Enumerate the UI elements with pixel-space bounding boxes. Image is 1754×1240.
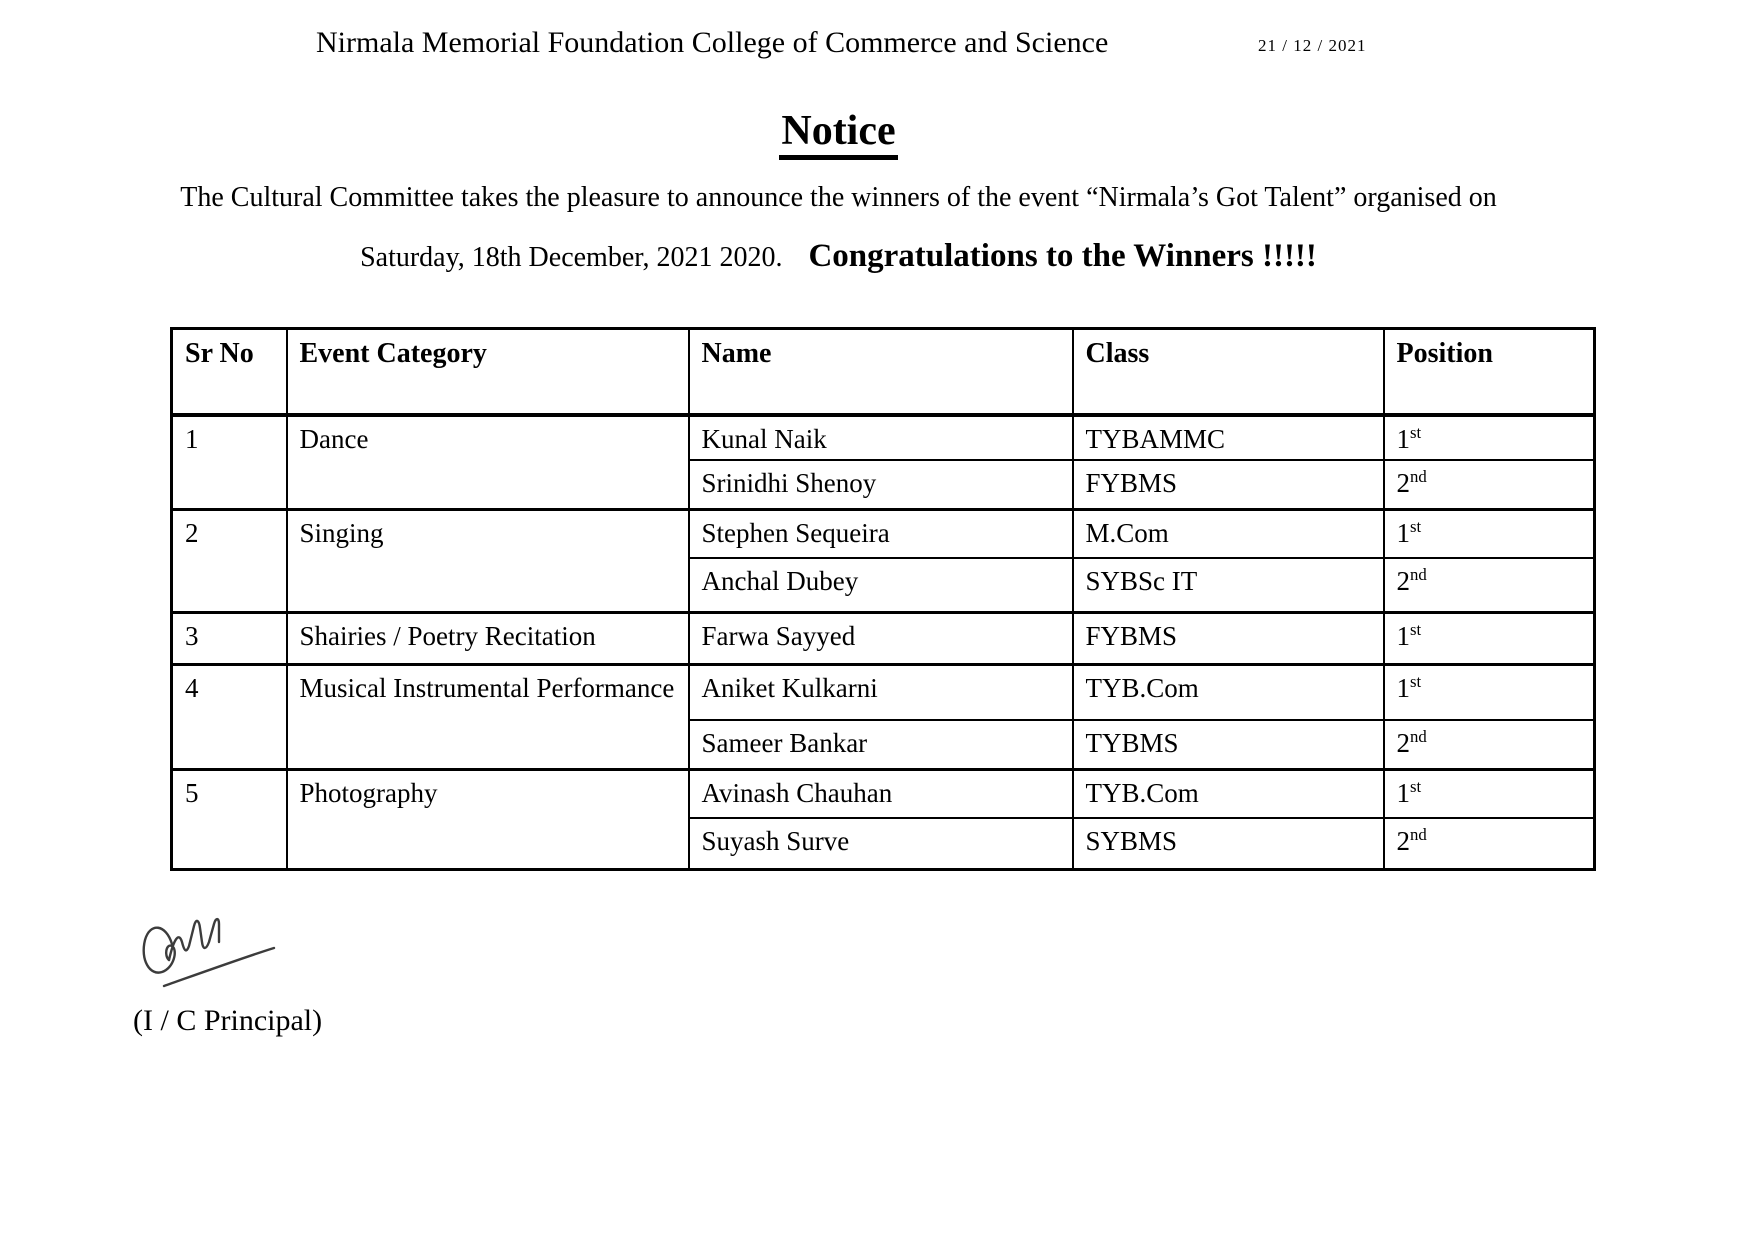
table-row xyxy=(172,770,1595,818)
position-ordinal: nd xyxy=(1410,726,1427,746)
announcement-paragraph xyxy=(0,178,1677,280)
event-category-cell: Shairies / Poetry Recitation xyxy=(287,613,689,665)
position-ordinal: nd xyxy=(1410,824,1427,844)
name-cell: Avinash Chauhan xyxy=(689,770,1073,818)
name-cell: Kunal Naik xyxy=(689,415,1073,460)
sr-no-cell: 5 xyxy=(172,770,287,870)
position-number: 2 xyxy=(1396,727,1410,758)
event-category-cell: Photography xyxy=(287,770,689,870)
position-number: 1 xyxy=(1396,621,1410,651)
class-cell: TYB.Com xyxy=(1073,770,1384,818)
class-cell: SYBSc IT xyxy=(1073,558,1384,613)
position-number: 2 xyxy=(1396,467,1410,498)
page-date: 21 / 12 / 2021 xyxy=(1258,36,1367,55)
table-row xyxy=(172,510,1595,558)
event-category-cell: Singing xyxy=(287,510,689,613)
position-cell xyxy=(1384,818,1595,870)
position-cell xyxy=(1384,558,1595,613)
name-cell: Aniket Kulkarni xyxy=(689,665,1073,720)
event-category-cell: Dance xyxy=(287,415,689,510)
name-cell: Anchal Dubey xyxy=(689,558,1073,613)
name-cell: Stephen Sequeira xyxy=(689,510,1073,558)
position-cell xyxy=(1384,415,1595,460)
position-ordinal: st xyxy=(1410,422,1422,442)
position-number: 1 xyxy=(1396,518,1410,548)
class-cell: M.Com xyxy=(1073,510,1384,558)
header-class: Class xyxy=(1073,329,1384,415)
position-cell xyxy=(1384,510,1595,558)
name-cell: Farwa Sayyed xyxy=(689,613,1073,665)
winners-table-wrap xyxy=(170,327,1596,871)
name-cell: Srinidhi Shenoy xyxy=(689,460,1073,510)
class-cell: FYBMS xyxy=(1073,613,1384,665)
congratulations-text: Congratulations to the Winners !!!!! xyxy=(808,238,1317,274)
announcement-line-2 xyxy=(0,234,1677,280)
position-cell xyxy=(1384,770,1595,818)
sr-no-cell: 1 xyxy=(172,415,287,510)
announcement-date-text: Saturday, 18th December, 2021 2020. xyxy=(360,242,783,273)
class-cell: SYBMS xyxy=(1073,818,1384,870)
position-number: 1 xyxy=(1396,423,1410,454)
position-ordinal: st xyxy=(1410,777,1422,796)
position-ordinal: st xyxy=(1410,620,1422,639)
position-cell xyxy=(1384,613,1595,665)
table-row xyxy=(172,613,1595,665)
college-title: Nirmala Memorial Foundation College of Commerce and Science xyxy=(316,26,1109,59)
event-category-cell: Musical Instrumental Performance xyxy=(287,665,689,770)
position-number: 2 xyxy=(1396,565,1410,596)
position-ordinal: st xyxy=(1410,517,1422,536)
position-number: 1 xyxy=(1396,778,1410,808)
header-event-category: Event Category xyxy=(287,329,689,415)
sr-no-cell: 3 xyxy=(172,613,287,665)
sr-no-cell: 4 xyxy=(172,665,287,770)
class-cell: TYB.Com xyxy=(1073,665,1384,720)
signature-scribble-icon xyxy=(138,908,298,1000)
winners-table xyxy=(170,327,1596,871)
position-cell xyxy=(1384,460,1595,510)
name-cell: Suyash Surve xyxy=(689,818,1073,870)
principal-label: (I / C Principal) xyxy=(133,1004,323,1037)
position-ordinal: nd xyxy=(1410,564,1427,584)
header-sr-no: Sr No xyxy=(172,329,287,415)
position-number: 2 xyxy=(1396,825,1410,856)
table-header-row xyxy=(172,329,1595,415)
table-row xyxy=(172,665,1595,720)
announcement-line-1: The Cultural Committee takes the pleasure to announce the winners of the event “Nirmala’s Got Talent” organised on xyxy=(180,182,1497,213)
position-cell xyxy=(1384,665,1595,720)
class-cell: TYBAMMC xyxy=(1073,415,1384,460)
header-name: Name xyxy=(689,329,1073,415)
position-ordinal: st xyxy=(1410,672,1422,691)
class-cell: TYBMS xyxy=(1073,720,1384,770)
table-row xyxy=(172,415,1595,460)
header-position: Position xyxy=(1384,329,1595,415)
position-cell xyxy=(1384,720,1595,770)
sr-no-cell: 2 xyxy=(172,510,287,613)
position-number: 1 xyxy=(1396,673,1410,703)
class-cell: FYBMS xyxy=(1073,460,1384,510)
name-cell: Sameer Bankar xyxy=(689,720,1073,770)
notice-heading-wrap xyxy=(0,108,1677,160)
position-ordinal: nd xyxy=(1410,466,1427,486)
notice-heading: Notice xyxy=(779,108,897,160)
